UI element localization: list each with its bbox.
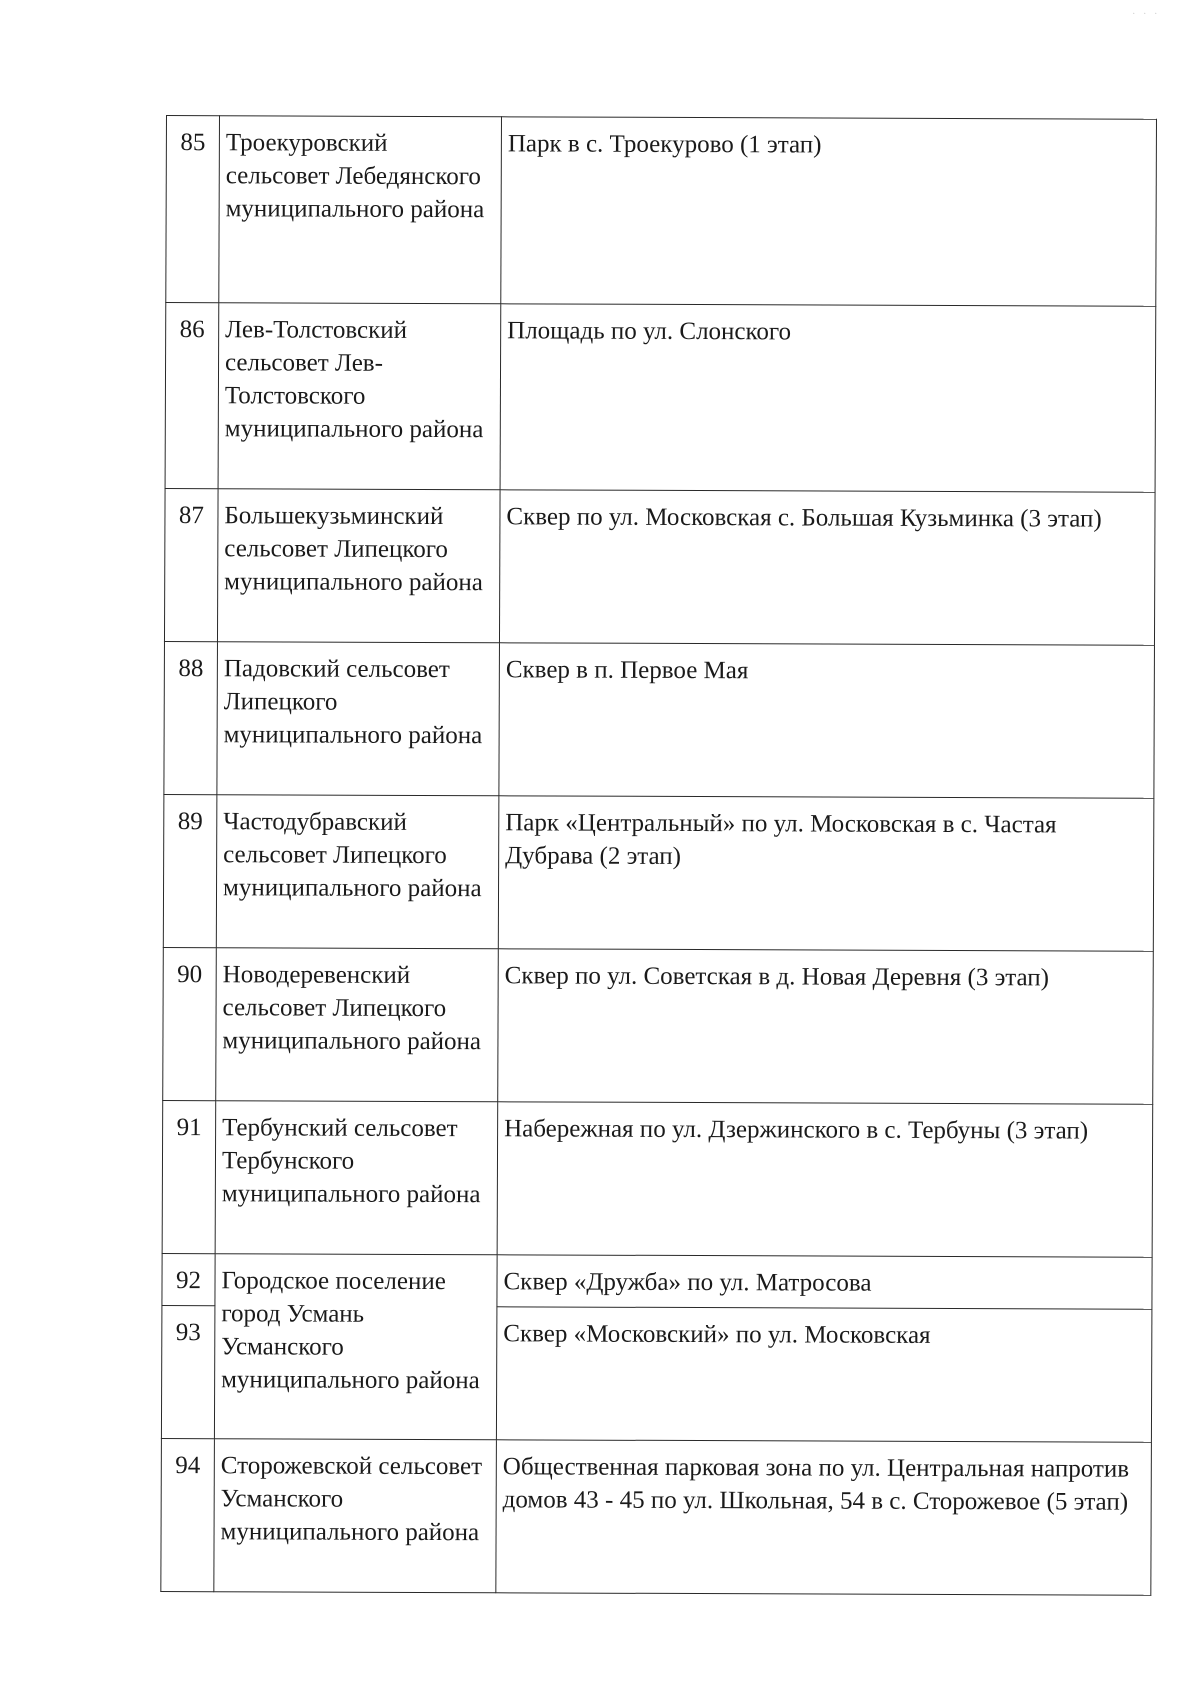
row-number: 89: [163, 794, 217, 947]
table-row: [161, 1438, 1152, 1595]
row-number: 94: [161, 1438, 215, 1591]
table-row: [163, 947, 1154, 1104]
row-number: 88: [164, 641, 218, 794]
object-cell: Площадь по ул. Слонского: [500, 304, 1156, 493]
municipality-cell: Лев-Толстовский сельсовет Лев-Толстовского муниципального района: [218, 303, 501, 490]
object-cell: Набережная по ул. Дзержинского в с. Тербуны (3 этап): [497, 1102, 1153, 1258]
table-row: [164, 641, 1155, 798]
municipality-cell: Частодубравский сельсовет Липецкого муниципального района: [216, 795, 499, 949]
row-number: 86: [165, 303, 219, 489]
object-cell: Сквер «Московский» по ул. Московская: [496, 1307, 1152, 1443]
row-number: 90: [163, 947, 217, 1100]
object-cell: Сквер по ул. Советская в д. Новая Деревня (3 этап): [498, 949, 1154, 1105]
table-row: [165, 303, 1156, 493]
table-row: [164, 488, 1155, 645]
scan-corner-mark: . . .: [1132, 6, 1160, 17]
municipality-cell: Троекуровский сельсовет Лебедянского муниципального района: [219, 116, 502, 304]
row-number: 93: [161, 1305, 215, 1438]
object-cell: Общественная парковая зона по ул. Центральная напротив домов 43 - 45 по ул. Школьная, 54 в с. Сторожевое (5 этап): [496, 1440, 1152, 1596]
row-number: 92: [162, 1253, 215, 1305]
municipality-cell: Новодеревенский сельсовет Липецкого муниципального района: [216, 948, 499, 1102]
object-cell: Сквер в п. Первое Мая: [499, 643, 1155, 799]
object-cell: Парк в с. Троекурово (1 этап): [501, 117, 1157, 307]
table-row: [162, 1253, 1152, 1309]
row-number: 85: [166, 116, 220, 303]
municipality-cell: Большекузьминский сельсовет Липецкого муниципального района: [217, 489, 500, 643]
municipality-cell: Падовский сельсовет Липецкого муниципального района: [217, 642, 500, 796]
municipality-cell: Тербунский сельсовет Тербунского муниципального района: [215, 1101, 498, 1255]
row-number: 87: [164, 488, 218, 641]
municipality-cell: Сторожевской сельсовет Усманского муниципального района: [214, 1439, 497, 1593]
table-row: [162, 1100, 1153, 1257]
table-row: [163, 794, 1154, 951]
table-row: [166, 116, 1157, 307]
object-cell: Сквер «Дружба» по ул. Матросова: [497, 1255, 1152, 1310]
row-number: 91: [162, 1100, 216, 1253]
object-cell: Сквер по ул. Московская с. Большая Кузьминка (3 этап): [499, 490, 1155, 646]
object-cell: Парк «Центральный» по ул. Московская в с. Частая Дубрава (2 этап): [498, 796, 1154, 952]
municipality-cell: Городское поселение город Усмань Усманского муниципального района: [214, 1254, 497, 1440]
territories-table: [160, 115, 1157, 1596]
